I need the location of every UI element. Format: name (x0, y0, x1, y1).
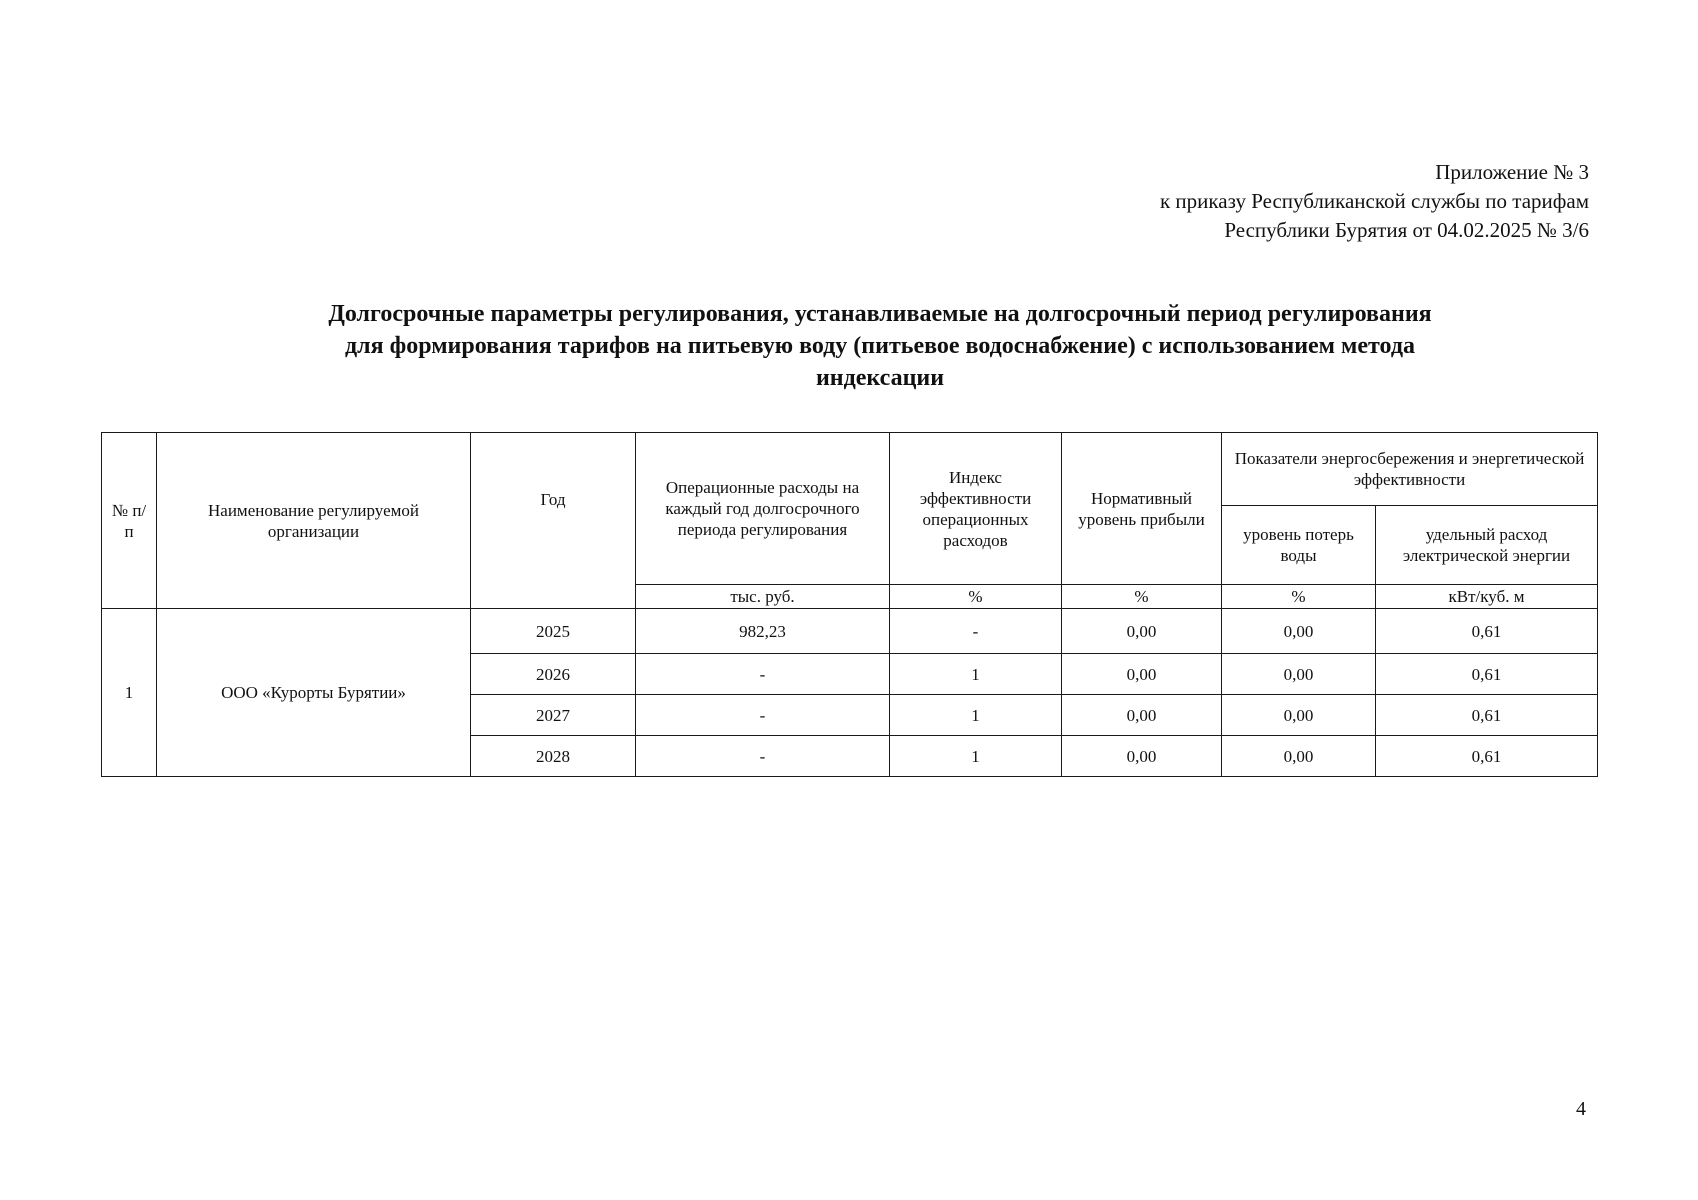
header-row-number: № п/п (102, 433, 157, 609)
efficiency-index-cell: - (890, 609, 1062, 654)
operating-expenses-cell: - (636, 736, 890, 777)
electricity-cell: 0,61 (1376, 654, 1598, 695)
year-cell: 2028 (471, 736, 636, 777)
header-energy-indicators: Показатели энергосбережения и энергетической эффективности (1222, 433, 1598, 506)
unit-profit-level: % (1062, 585, 1222, 609)
efficiency-index-cell: 1 (890, 736, 1062, 777)
electricity-cell: 0,61 (1376, 609, 1598, 654)
regulation-parameters-table (101, 432, 1598, 777)
year-cell: 2025 (471, 609, 636, 654)
electricity-cell: 0,61 (1376, 695, 1598, 736)
appendix-header (1160, 158, 1589, 245)
header-organization-name: Наименование регулируемой организации (157, 433, 471, 609)
appendix-order-date: Республики Бурятия от 04.02.2025 № 3/6 (1224, 218, 1589, 242)
operating-expenses-cell: - (636, 654, 890, 695)
efficiency-index-cell: 1 (890, 695, 1062, 736)
operating-expenses-cell: - (636, 695, 890, 736)
header-efficiency-index: Индекс эффективности операционных расходов (890, 433, 1062, 585)
header-water-loss: уровень потерь воды (1222, 506, 1376, 585)
profit-level-cell: 0,00 (1062, 695, 1222, 736)
document-title-line-2: для формирования тарифов на питьевую воду (питьевое водоснабжение) с использованием метода (345, 333, 1415, 359)
header-year: Год (471, 433, 636, 609)
profit-level-cell: 0,00 (1062, 736, 1222, 777)
table-header-row (102, 433, 1598, 506)
unit-operating-expenses: тыс. руб. (636, 585, 890, 609)
table-row (102, 609, 1598, 654)
year-cell: 2026 (471, 654, 636, 695)
water-loss-cell: 0,00 (1222, 736, 1376, 777)
header-electricity-consumption: удельный расход электрической энергии (1376, 506, 1598, 585)
unit-electricity: кВт/куб. м (1376, 585, 1598, 609)
profit-level-cell: 0,00 (1062, 654, 1222, 695)
document-title (220, 298, 1540, 394)
unit-water-loss: % (1222, 585, 1376, 609)
row-number-cell: 1 (102, 609, 157, 777)
organization-name-cell: ООО «Курорты Бурятии» (157, 609, 471, 777)
water-loss-cell: 0,00 (1222, 609, 1376, 654)
document-title-line-3: индексации (815, 365, 945, 391)
profit-level-cell: 0,00 (1062, 609, 1222, 654)
page-number: 4 (1576, 1098, 1586, 1120)
header-operating-expenses: Операционные расходы на каждый год долгосрочного периода регулирования (636, 433, 890, 585)
efficiency-index-cell: 1 (890, 654, 1062, 695)
document-title-line-1: Долгосрочные параметры регулирования, устанавливаемые на долгосрочный период регулирования (328, 301, 1432, 327)
year-cell: 2027 (471, 695, 636, 736)
unit-efficiency-index: % (890, 585, 1062, 609)
water-loss-cell: 0,00 (1222, 654, 1376, 695)
operating-expenses-cell: 982,23 (636, 609, 890, 654)
appendix-order-reference: к приказу Республиканской службы по тарифам (1159, 189, 1589, 213)
header-profit-level: Нормативный уровень прибыли (1062, 433, 1222, 585)
water-loss-cell: 0,00 (1222, 695, 1376, 736)
appendix-number: Приложение № 3 (1435, 160, 1589, 184)
electricity-cell: 0,61 (1376, 736, 1598, 777)
